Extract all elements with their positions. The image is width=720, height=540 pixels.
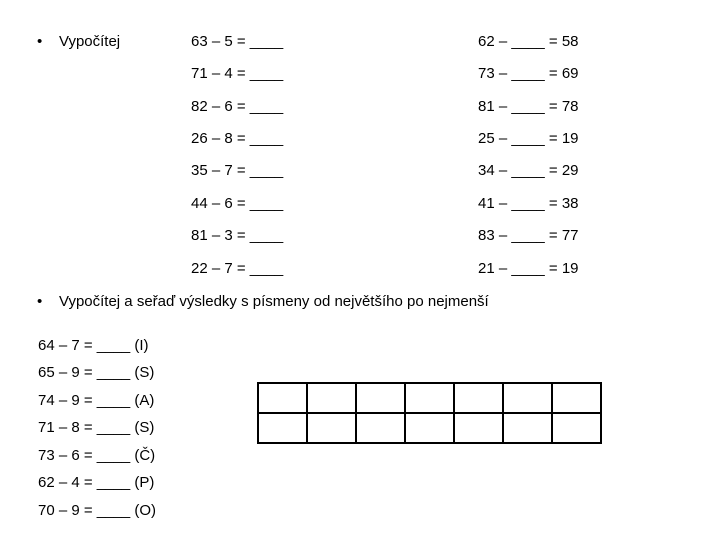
section2-heading <box>37 293 489 311</box>
answer-cell[interactable] <box>552 383 601 413</box>
exercise-left-1: 63 – 5 = ____ <box>191 33 284 50</box>
exercise-right-7: 83 – ____ = 77 <box>478 227 579 244</box>
sort-exercise-2: 65 – 9 = ____ (S) <box>38 364 155 381</box>
answer-cell[interactable] <box>454 413 503 443</box>
bullet: • <box>37 33 43 50</box>
sort-exercise-4: 71 – 8 = ____ (S) <box>38 419 155 436</box>
sort-exercise-1: 64 – 7 = ____ (I) <box>38 337 149 354</box>
answer-cell[interactable] <box>356 413 405 443</box>
exercise-right-1: 62 – ____ = 58 <box>478 33 579 50</box>
answer-grid-row <box>258 383 601 413</box>
bullet: • <box>37 293 43 310</box>
sort-exercise-5: 73 – 6 = ____ (Č) <box>38 447 156 464</box>
exercise-right-5: 34 – ____ = 29 <box>478 162 579 179</box>
answer-cell[interactable] <box>503 383 552 413</box>
exercise-right-3: 81 – ____ = 78 <box>478 98 579 115</box>
answer-cell[interactable] <box>307 413 356 443</box>
exercise-left-2: 71 – 4 = ____ <box>191 65 284 82</box>
sort-exercise-3: 74 – 9 = ____ (A) <box>38 392 155 409</box>
answer-cell[interactable] <box>405 383 454 413</box>
exercise-left-5: 35 – 7 = ____ <box>191 162 284 179</box>
answer-cell[interactable] <box>258 413 307 443</box>
sort-exercise-7: 70 – 9 = ____ (O) <box>38 502 156 519</box>
answer-cell[interactable] <box>552 413 601 443</box>
answer-cell[interactable] <box>454 383 503 413</box>
exercise-left-7: 81 – 3 = ____ <box>191 227 284 244</box>
exercise-right-2: 73 – ____ = 69 <box>478 65 579 82</box>
answer-cell[interactable] <box>503 413 552 443</box>
sort-exercise-6: 62 – 4 = ____ (P) <box>38 474 155 491</box>
exercise-right-8: 21 – ____ = 19 <box>478 260 579 277</box>
section2-heading-text: Vypočítej a seřaď výsledky s písmeny od největšího po nejmenší <box>59 293 489 310</box>
exercise-left-8: 22 – 7 = ____ <box>191 260 284 277</box>
answer-grid <box>257 382 602 444</box>
exercise-left-3: 82 – 6 = ____ <box>191 98 284 115</box>
exercise-right-6: 41 – ____ = 38 <box>478 195 579 212</box>
section1-heading <box>37 33 120 51</box>
exercise-left-6: 44 – 6 = ____ <box>191 195 284 212</box>
answer-cell[interactable] <box>307 383 356 413</box>
answer-grid-row <box>258 413 601 443</box>
exercise-left-4: 26 – 8 = ____ <box>191 130 284 147</box>
section1-heading-text: Vypočítej <box>59 33 121 50</box>
answer-cell[interactable] <box>258 383 307 413</box>
exercise-right-4: 25 – ____ = 19 <box>478 130 579 147</box>
answer-cell[interactable] <box>405 413 454 443</box>
answer-cell[interactable] <box>356 383 405 413</box>
